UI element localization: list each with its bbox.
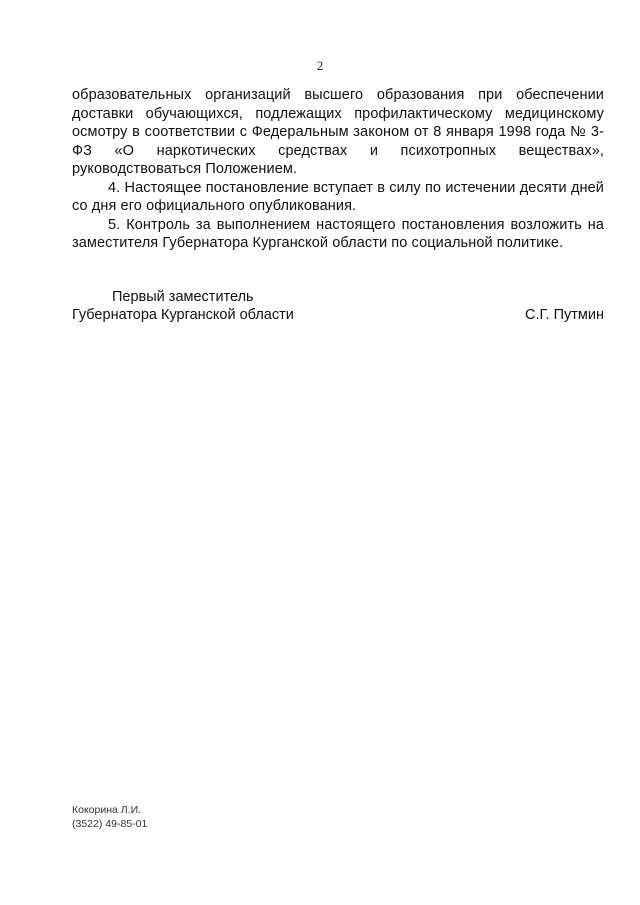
paragraph-item-5: 5. Контроль за выполнением настоящего постановления возложить на заместителя Губернатора Курганской области по социальной политике. <box>72 216 604 251</box>
executor-phone: (3522) 49-85-01 <box>72 818 148 830</box>
executor-name: Кокорина Л.И. <box>72 804 142 816</box>
signatory-name: С.Г. Путмин <box>524 307 604 323</box>
executor-block <box>72 803 147 831</box>
document-body <box>72 86 604 253</box>
signature-title-line2: Губернатора Курганской области <box>72 307 294 323</box>
page-number: 2 <box>316 58 324 73</box>
signature-title-line1: Первый заместитель <box>112 289 254 305</box>
paragraph-continuation: образовательных организаций высшего образования при обеспечении доставки обучающихся, подлежащих профилактическому медицинскому осмотру в соответствии с Федеральным законом от 8 января 1998 года № 3-ФЗ «О наркотических средствах и психотропных веществах», руководствоваться Положением. <box>72 87 604 177</box>
paragraph-item-4: 4. Настоящее постановление вступает в силу по истечении десяти дней со дня его официального опубликования. <box>72 179 604 214</box>
